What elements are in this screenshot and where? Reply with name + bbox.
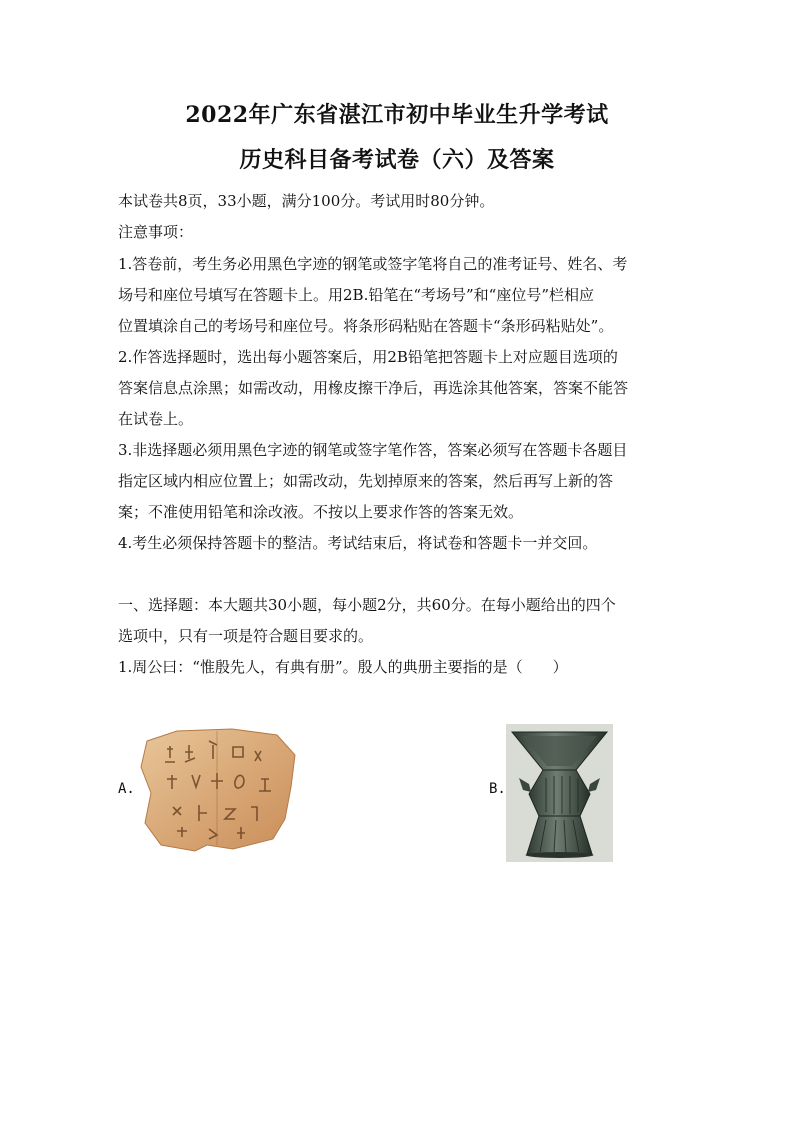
note-line: 位置填涂自己的考场号和座位号。将条形码粘贴在答题卡“条形码粘贴处”。 <box>118 317 614 335</box>
option-b-label: B. <box>489 781 506 797</box>
note-line: 场号和座位号填写在答题卡上。用2B.铅笔在“考场号”和“座位号”栏相应 <box>118 286 595 304</box>
title-line-1: 2022年广东省湛江市初中毕业生升学考试 <box>185 102 609 128</box>
title-line-2: 历史科目备考试卷（六）及答案 <box>239 147 555 173</box>
note-line: 3.非选择题必须用黑色字迹的钢笔或签字笔作答，答案必须写在答题卡各题目 <box>118 441 628 459</box>
note-line: 在试卷上。 <box>118 410 194 428</box>
section-1-heading-cont: 选项中，只有一项是符合题目要求的。 <box>118 627 374 645</box>
note-line: 4.考生必须保持答题卡的整洁。考试结束后，将试卷和答题卡一并交回。 <box>118 534 598 552</box>
oracle-bone-image <box>137 727 297 852</box>
note-line: 指定区域内相应位置上；如需改动，先划掉原来的答案，然后再写上新的答 <box>118 472 614 490</box>
section-1-heading: 一、选择题：本大题共30小题，每小题2分，共60分。在每小题给出的四个 <box>118 596 616 614</box>
question-1: 1.周公曰：“惟殷先人，有典有册”。殷人的典册主要指的是（ ） <box>118 658 568 676</box>
note-line: 2.作答选择题时，选出每小题答案后，用2B铅笔把答题卡上对应题目选项的 <box>118 348 618 366</box>
note-line: 答案信息点涂黑；如需改动，用橡皮擦干净后，再选涂其他答案，答案不能答 <box>118 379 629 397</box>
bronze-vessel-image <box>506 724 613 862</box>
option-a-label: A. <box>118 781 135 797</box>
note-line: 案；不准使用铅笔和涂改液。不按以上要求作答的答案无效。 <box>118 503 524 521</box>
note-line: 1.答卷前，考生务必用黑色字迹的钢笔或签字笔将自己的准考证号、姓名、考 <box>118 255 628 273</box>
intro-text: 本试卷共8页，33小题，满分100分。考试用时80分钟。 <box>118 192 495 210</box>
notice-heading: 注意事项： <box>118 223 194 241</box>
